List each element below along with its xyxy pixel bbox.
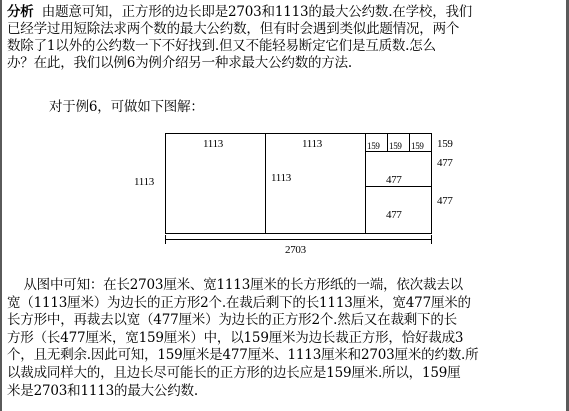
explanation-line-5: 个，且无剩余.因此可知，159厘米是477厘米、1113厘米和2703厘米的约数.所 <box>7 347 479 364</box>
label-square-477b: 477 <box>386 209 402 221</box>
label-small-159-3: 159 <box>411 141 424 151</box>
label-square2-1113: 1113 <box>302 138 322 150</box>
label-small-159-2: 159 <box>389 141 402 151</box>
analysis-line-2: 已经学过用短除法求两个数的最大公约数，但有时会遇到类似此题情况，两个 <box>7 21 460 37</box>
explanation-line-1: 从图中可知：在长2703厘米、宽1113厘米的长方形纸的一端，依次裁去以 <box>7 277 463 293</box>
analysis-line-4: 办？在此，我们以例6为例介绍另一种求最大公约数的方法. <box>7 55 352 71</box>
analysis-label: 分析 <box>7 4 34 20</box>
explanation-line-3: 长方形中，再裁去以宽（477厘米）为边长的正方形2个.然后又在裁剩下的长 <box>7 312 457 329</box>
label-bottom-2703: 2703 <box>285 244 306 256</box>
label-left-1113: 1113 <box>134 176 154 188</box>
label-square-477a: 477 <box>386 174 402 186</box>
explanation-line-6: 以裁成同样大的，且边长尽可能长的正方形的边长应是159厘米.所以，159厘 <box>7 364 461 381</box>
explanation-line-2: 宽（1113厘米）为边长的正方形2个.在裁后剩下的长1113厘米，宽477厘米的 <box>7 294 471 311</box>
label-square1-1113: 1113 <box>203 138 223 150</box>
explanation-line-4: 方形（长477厘米，宽159厘米）中，以159厘米为边长裁正方形，恰好裁成3 <box>7 329 464 346</box>
explanation-line-7: 米是2703和1113的最大公约数. <box>7 382 198 399</box>
label-small-159-1: 159 <box>367 141 380 151</box>
explanation-paragraph <box>7 277 478 400</box>
label-right-477a: 477 <box>437 157 453 169</box>
label-right-159: 159 <box>437 138 453 150</box>
figure-caption: 对于例6，可做如下图解： <box>49 99 204 115</box>
label-right-477b: 477 <box>437 195 453 207</box>
analysis-line-3: 数除了1以外的公约数一下不好找到.但又不能轻易断定它们是互质数.怎么 <box>7 38 436 54</box>
label-square2-left-1113: 1113 <box>271 172 291 184</box>
analysis-line-1: 由题意可知，正方形的边长即是2703和1113的最大公约数.在学校，我们 <box>41 4 473 20</box>
